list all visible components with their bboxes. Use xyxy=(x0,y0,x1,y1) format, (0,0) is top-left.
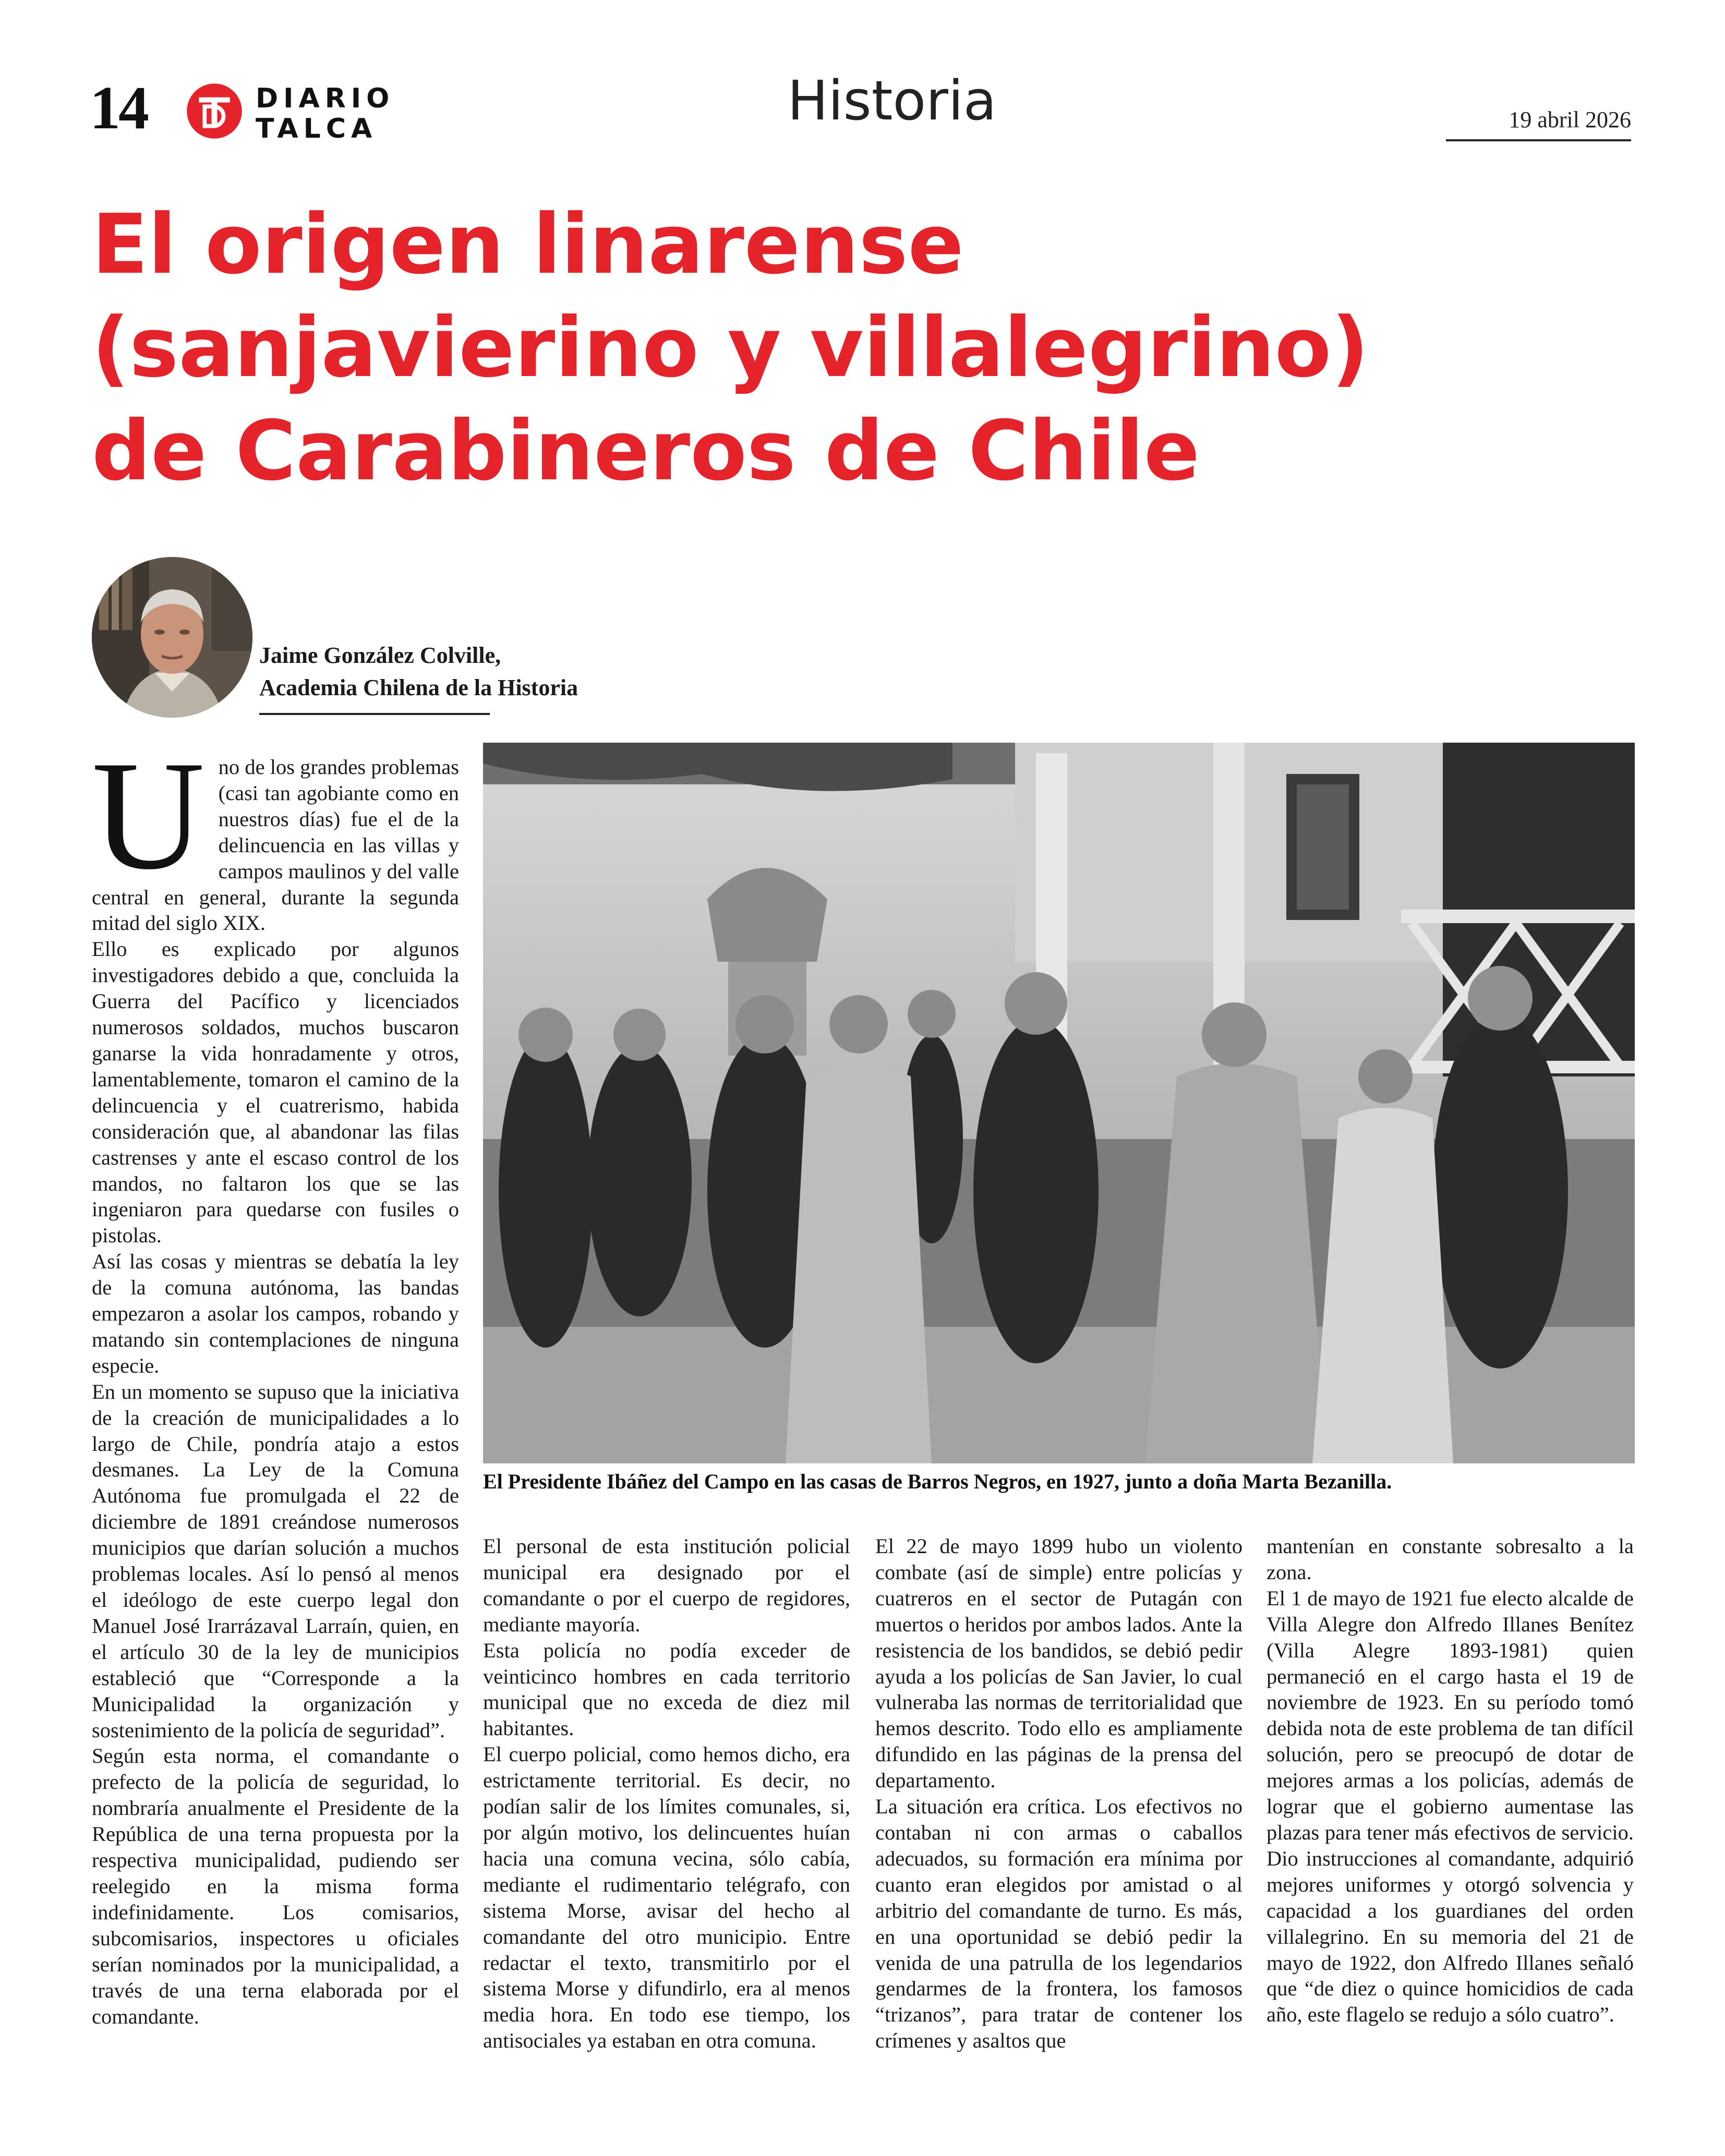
author-affiliation: Academia Chilena de la Historia xyxy=(259,675,578,700)
article-paragraph: mantenían en constante sobresalto a la zona. xyxy=(1266,1534,1634,1584)
article-paragraph: El cuerpo policial, como hemos dicho, era estrictamente territorial. Es decir, no podían salir de los límites comunales, si, por algún motivo, los delincuentes huían hacia una comuna vecina, sólo cabía, mediante el rudimentario telégrafo, con sistema Morse, avisar del hecho al comandante del otro municipio. Entre redactar el texto, transmitirlo por el sistema Morse y difundirlo, era al menos media hora. En todo ese tiempo, los antisociales ya estaban en otra comuna. xyxy=(483,1742,850,2053)
article-paragraph xyxy=(92,729,459,936)
article-paragraph: Según esta norma, el comandante o prefecto de la policía de seguridad, lo nombraría anualmente el Presidente de la República de una terna propuesta por la respectiva municipalidad, pudiendo ser reelegido en la misma forma indefinidamente. Los comisarios, subcomisarios, inspectores u oficiales serían nominados por la municipalidad, a través de una terna elaborada por el comandante. xyxy=(92,1744,459,2028)
article-column-4 xyxy=(1266,1533,1634,2028)
author-name: Jaime González Colville, xyxy=(259,643,501,668)
article-column-3 xyxy=(875,1533,1243,2054)
logo-wordmark: DIARIO TALCA xyxy=(256,83,395,144)
author-portrait-image xyxy=(92,557,252,718)
group-photo-image xyxy=(483,743,1635,1463)
article-paragraph: Así las cosas y mientras se debatía la ley de la comuna autónoma, las bandas empezaron a asolar los campos, robando y matando sin contemplaciones de ninguna especie. xyxy=(92,1250,459,1377)
drop-cap: U xyxy=(92,729,205,902)
article-paragraph: Ello es explicado por algunos investigadores debido a que, concluida la Guerra del Pacífico y licenciados numerosos soldados, muchos buscaron ganarse la vida honradamente y otros, lamentablemente, tomaron el camino de la delincuencia y el cuatrerismo, habida consideración que, al abandonar las filas castrenses y ante el escaso control de los mandos, no faltaron los que se las ingeniaron para quedarse con fusiles o pistolas. xyxy=(92,937,459,1247)
article-column-1 xyxy=(92,729,459,2029)
issue-date: 19 abril 2026 xyxy=(1446,106,1631,141)
article-column-2 xyxy=(483,1533,850,2054)
section-title: Historia xyxy=(787,69,997,132)
photo-caption: El Presidente Ibáñez del Campo en las casas de Barros Negros, en 1927, junto a doña Marta Bezanilla. xyxy=(483,1470,1392,1493)
article-paragraph: El personal de esta institución policial municipal era designado por el comandante o por el cuerpo de regidores, mediante mayoría. xyxy=(483,1534,850,1636)
diario-talca-logo-icon xyxy=(186,82,243,140)
historical-group-photo xyxy=(483,743,1635,1463)
article-headline xyxy=(92,193,1657,503)
article-paragraph: Esta policía no podía exceder de veinticinco hombres en cada territorio municipal que no exceda de diez mil habitantes. xyxy=(483,1638,850,1740)
page-number: 14 xyxy=(90,74,147,142)
headline-line: El origen linarense xyxy=(92,197,964,293)
byline-divider xyxy=(259,713,490,715)
article-paragraph: El 1 de mayo de 1921 fue electo alcalde de Villa Alegre don Alfredo Illanes Benítez (Villa Alegre 1893-1981) quien permaneció en el cargo hasta el 19 de noviembre de 1923. En su período tomó debida nota de este problema de tan difícil solución, pero se preocupó de dotar de mejores armas a los policías, además de lograr que el gobierno aumentase las plazas para tener más efectivos de servicio. Dio instrucciones al comandante, adquirió mejores uniformes y otorgó solvencia y capacidad a los guardianes del orden villalegrino. En su memoria del 21 de mayo de 1922, don Alfredo Illanes señaló que “de diez o quince homicidios de cada año, este flagelo se redujo a sólo cuatro”. xyxy=(1266,1586,1634,2027)
headline-line: de Carabineros de Chile xyxy=(92,403,1200,499)
author-avatar xyxy=(92,557,252,718)
article-paragraph: El 22 de mayo 1899 hubo un violento combate (así de simple) entre policías y cuatreros en el sector de Putagán con muertos o heridos por ambos lados. Ante la resistencia de los bandidos, se debió pedir ayuda a los policías de San Javier, lo cual vulneraba las normas de territorialidad que hemos descrito. Todo ello es ampliamente difundido en las páginas de la prensa del departamento. xyxy=(875,1534,1243,1792)
headline-line: (sanjavierino y villalegrino) xyxy=(92,300,1369,396)
article-paragraph: En un momento se supuso que la iniciativa de la creación de municipalidades a lo largo de Chile, pondría atajo a estos desmanes. La Ley de la Comuna Autónoma fue promulgada el 22 de diciembre de 1891 creándose numerosos municipios que darían solución a muchos problemas locales. Así lo pensó al menos el ideólogo de este cuerpo legal don Manuel José Irarrázaval Larraín, quien, en el artículo 30 de la ley de municipios estableció que “Corresponde a la Municipalidad la organización y sostenimiento de la policía de seguridad”. xyxy=(92,1379,459,1742)
paragraph-text: no de los grandes problemas (casi tan agobiante como en nuestros días) fue el de la delincuencia en las villas y campos maulinos y del valle central en general, durante la segunda mitad del siglo XIX. xyxy=(92,755,459,935)
author-byline xyxy=(259,639,578,704)
article-paragraph: La situación era crítica. Los efectivos no contaban ni con armas o caballos adecuados, su formación era mínima por cuanto eran elegidos por amistad o al arbitrio del comandante de turno. Es más, en una oportunidad se debió pedir la venida de una patrulla de los legendarios gendarmes de la frontera, los famosos “trizanos”, para tratar de contener los crímenes y asaltos que xyxy=(875,1795,1243,2053)
diario-talca-logo xyxy=(186,78,405,143)
